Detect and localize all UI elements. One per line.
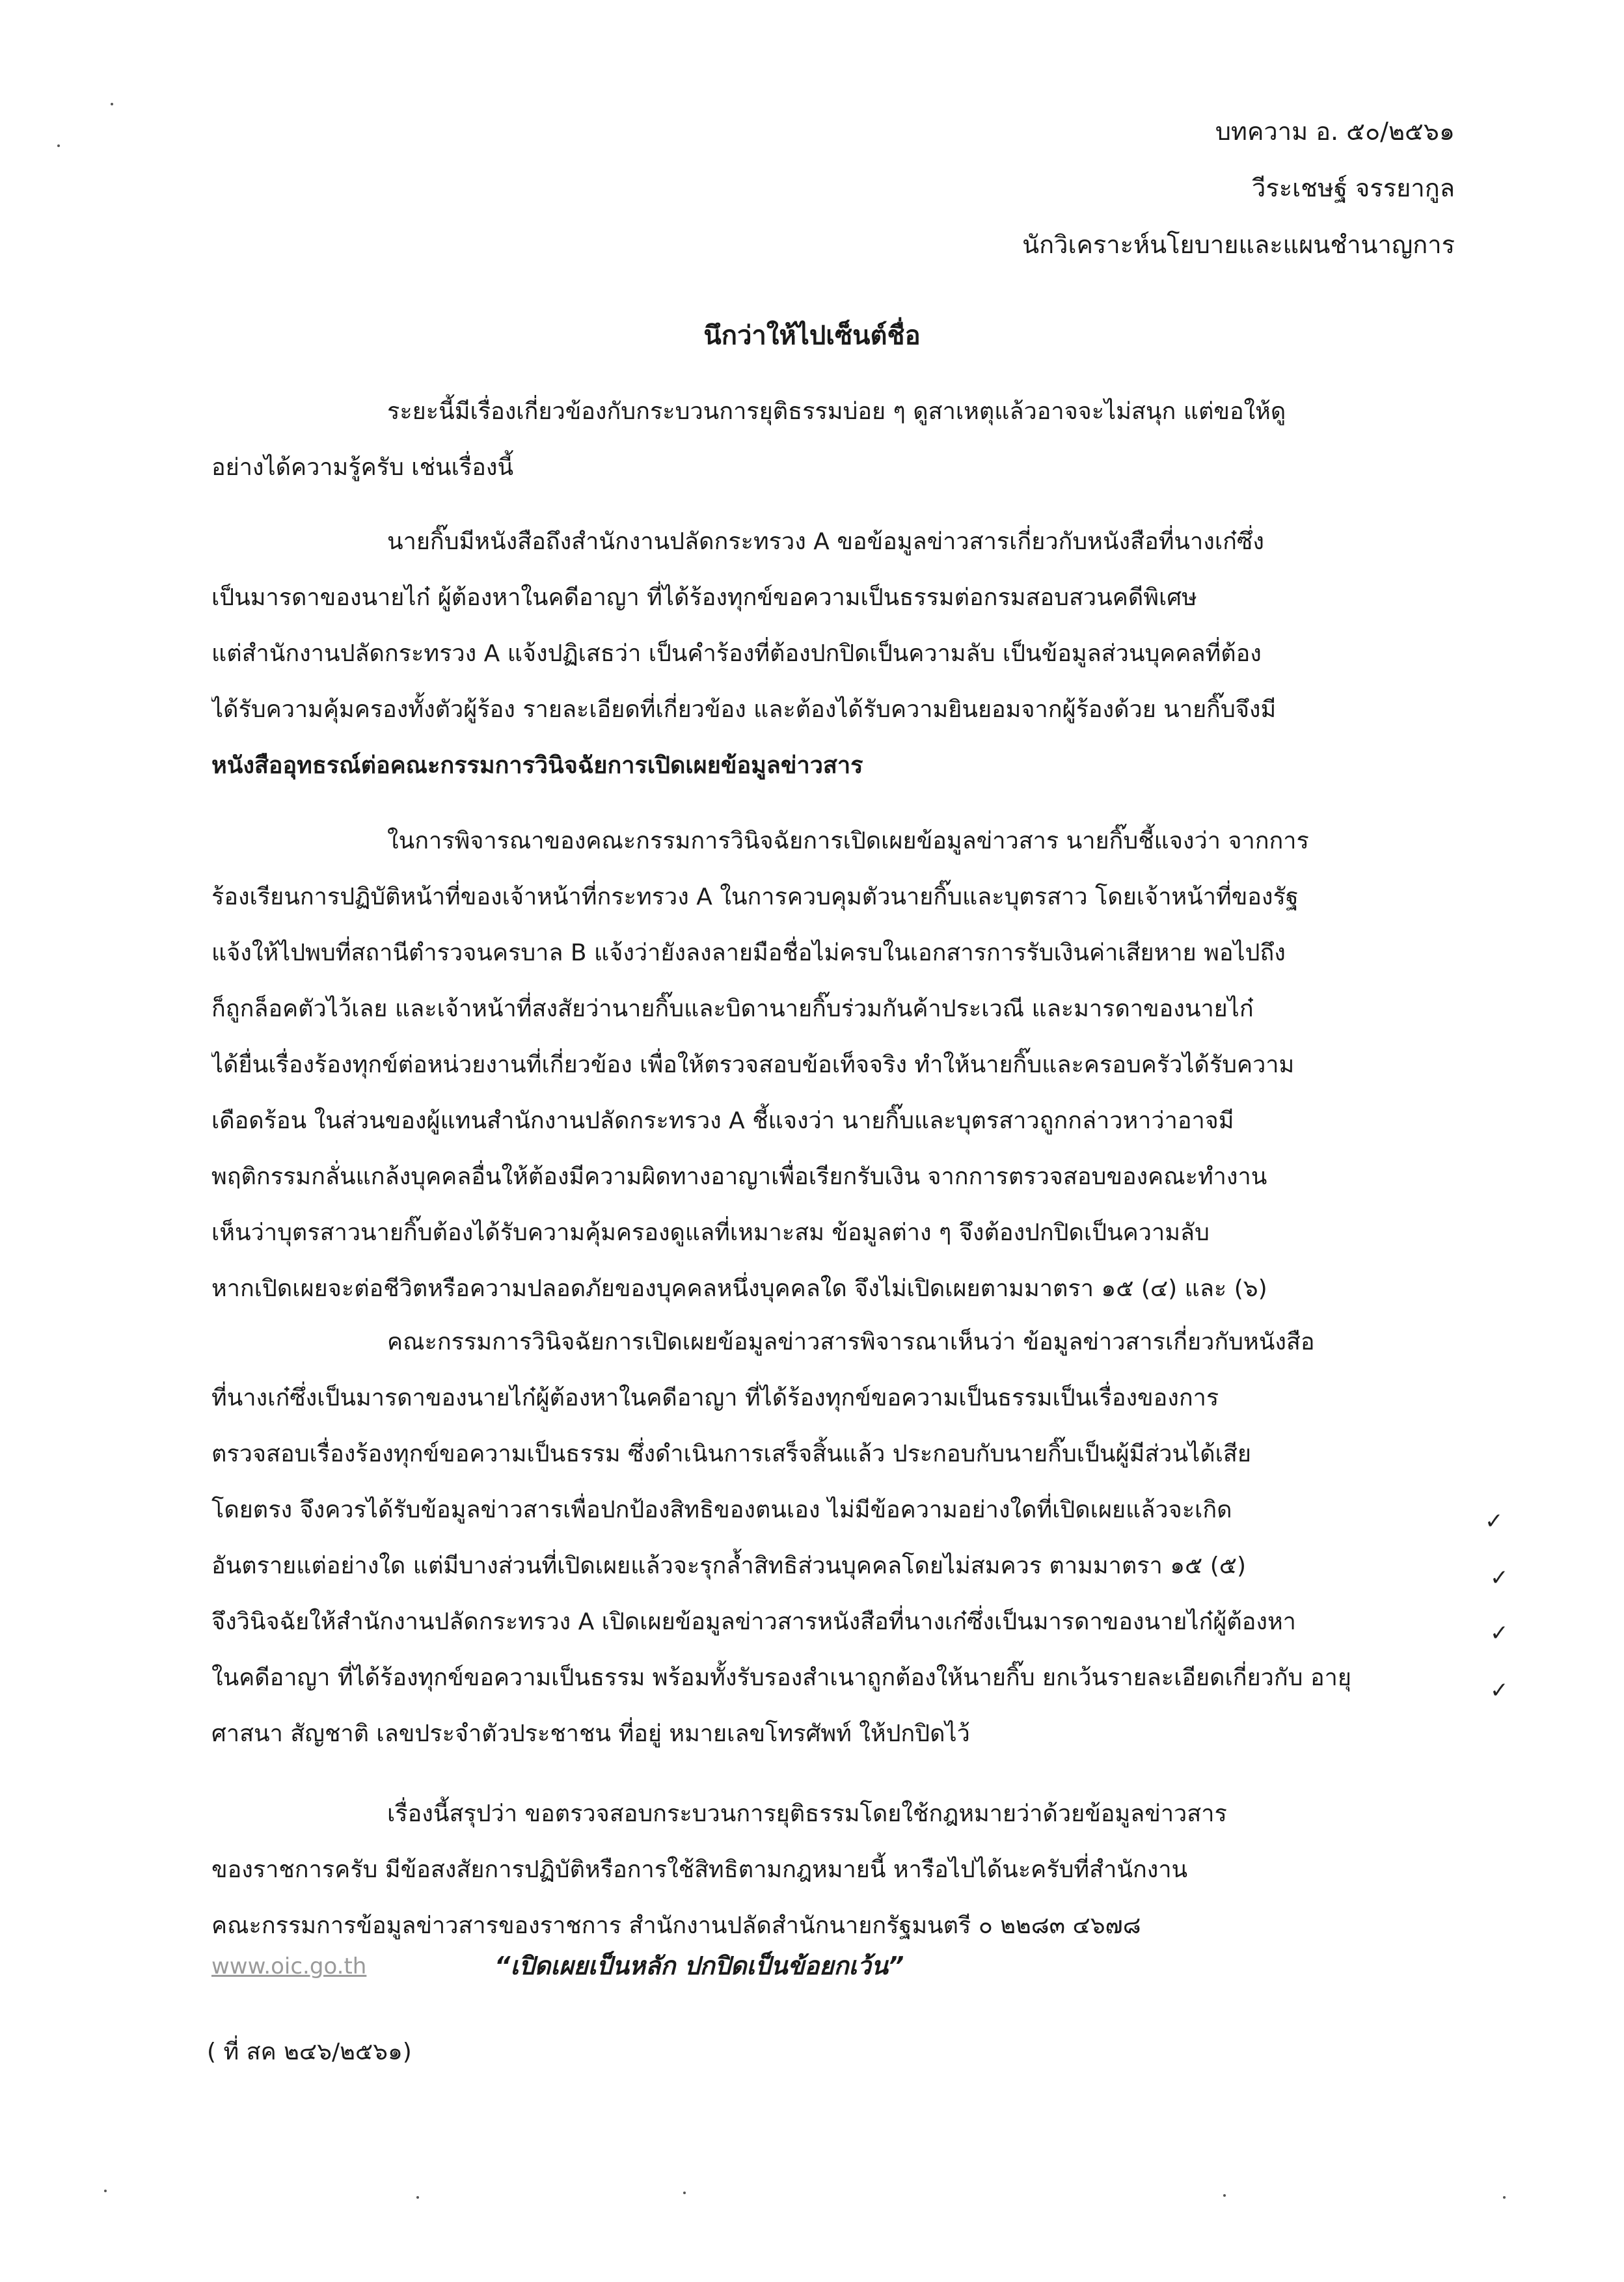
paragraph-line: เรื่องนี้สรุปว่า ขอตรวจสอบกระบวนการยุติธรรมโดยใช้กฎหมายว่าด้วยข้อมูลข่าวสาร bbox=[387, 1800, 1227, 1827]
paragraph-line: ของราชการครับ มีข้อสงสัยการปฏิบัติหรือการใช้สิทธิตามกฎหมายนี้ หารือไปได้นะครับที่สำนักงาน bbox=[211, 1856, 1188, 1883]
scan-speck bbox=[1503, 2196, 1506, 2199]
check-mark-icon: ✓ bbox=[1485, 1508, 1504, 1534]
paragraph-line: ที่นางเก๋ซึ่งเป็นมารดาของนายไก๋ผู้ต้องหาในคดีอาญา ที่ได้ร้องทุกข์ขอความเป็นธรรมเป็นเรื่องของการ bbox=[211, 1385, 1219, 1411]
paragraph-line: ระยะนี้มีเรื่องเกี่ยวข้องกับกระบวนการยุติธรรมบ่อย ๆ ดูสาเหตุแล้วอาจจะไม่สนุก แต่ขอให้ดู bbox=[387, 398, 1286, 425]
paragraph-line: เป็นมารดาของนายไก๋ ผู้ต้องหาในคดีอาญา ที่ได้ร้องทุกข์ขอความเป็นธรรมต่อกรมสอบสวนคดีพิเศษ bbox=[211, 584, 1197, 611]
paragraph-line: คณะกรรมการข้อมูลข่าวสารของราชการ สำนักงานปลัดสำนักนายกรัฐมนตรี ๐ ๒๒๘๓ ๔๖๗๘ bbox=[211, 1912, 1141, 1939]
reference-number: ( ที่ สค ๒๔๖/๒๕๖๑) bbox=[207, 2039, 412, 2065]
website-link[interactable]: www.oic.go.th bbox=[211, 1953, 367, 1979]
paragraph-consideration bbox=[211, 813, 1454, 1317]
paragraph-line: แจ้งให้ไปพบที่สถานีตำรวจนครบาล B แจ้งว่ายังลงลายมือชื่อไม่ครบในเอกสารการรับเงินค่าเสียหาย พอไปถึง bbox=[211, 940, 1286, 966]
paragraph-line: ร้องเรียนการปฏิบัติหน้าที่ของเจ้าหน้าที่กระทรวง A ในการควบคุมตัวนายกิ๊บและบุตรสาว โดยเจ้าหน้าที่ของรัฐ bbox=[211, 884, 1299, 910]
paragraph-request bbox=[211, 514, 1454, 794]
scan-speck bbox=[416, 2196, 419, 2199]
paragraph-line: ในคดีอาญา ที่ได้ร้องทุกข์ขอความเป็นธรรม พร้อมทั้งรับรองสำเนาถูกต้องให้นายกิ๊บ ยกเว้นรายละเอียดเกี่ยวกับ อายุ bbox=[211, 1664, 1351, 1691]
author-name: วีระเชษฐ์ จรรยากูล bbox=[1251, 174, 1455, 202]
scan-speck bbox=[57, 144, 60, 147]
paragraph-line: ได้รับความคุ้มครองทั้งตัวผู้ร้อง รายละเอียดที่เกี่ยวข้อง และต้องได้รับความยินยอมจากผู้ร้องด้วย นายกิ๊บจึงมี bbox=[211, 696, 1277, 723]
paragraph-line: ก็ถูกล็อคตัวไว้เลย และเจ้าหน้าที่สงสัยว่านายกิ๊บและบิดานายกิ๊บร่วมกันค้าประเวณี และมารดาของนายไก๋ bbox=[211, 996, 1254, 1022]
paragraph-line: ได้ยื่นเรื่องร้องทุกข์ต่อหน่วยงานที่เกี่ยวข้อง เพื่อให้ตรวจสอบข้อเท็จจริง ทำให้นายกิ๊บและครอบครัวได้รับความ bbox=[211, 1052, 1295, 1078]
paragraph-line: เห็นว่าบุตรสาวนายกิ๊บต้องได้รับความคุ้มครองดูแลที่เหมาะสม ข้อมูลต่าง ๆ จึงต้องปกปิดเป็นความลับ bbox=[211, 1219, 1210, 1246]
paragraph-line: จึงวินิจฉัยให้สำนักงานปลัดกระทรวง A เปิดเผยข้อมูลข่าวสารหนังสือที่นางเก๋ซึ่งเป็นมารดาของนายไก๋ผู้ต้องหา bbox=[211, 1609, 1296, 1635]
paragraph-line: หนังสืออุทธรณ์ต่อคณะกรรมการวินิจฉัยการเปิดเผยข้อมูลข่าวสาร bbox=[211, 752, 863, 779]
check-mark-icon: ✓ bbox=[1490, 1678, 1509, 1704]
check-mark-icon: ✓ bbox=[1490, 1620, 1509, 1646]
scan-speck bbox=[111, 103, 113, 105]
paragraph-line: ศาสนา สัญชาติ เลขประจำตัวประชาชน ที่อยู่ หมายเลขโทรศัพท์ ให้ปกปิดไว้ bbox=[211, 1720, 970, 1747]
scan-speck bbox=[1223, 2194, 1226, 2197]
paragraph-line: ตรวจสอบเรื่องร้องทุกข์ขอความเป็นธรรม ซึ่งดำเนินการเสร็จสิ้นแล้ว ประกอบกับนายกิ๊บเป็นผู้มีส่วนได้เสีย bbox=[211, 1441, 1251, 1467]
paragraph-line: ในการพิจารณาของคณะกรรมการวินิจฉัยการเปิดเผยข้อมูลข่าวสาร นายกิ๊บชี้แจงว่า จากการ bbox=[387, 828, 1309, 854]
scan-speck bbox=[104, 2190, 107, 2192]
author-position: นักวิเคราะห์นโยบายและแผนชำนาญการ bbox=[1022, 230, 1455, 259]
paragraph-line: แต่สำนักงานปลัดกระทรวง A แจ้งปฏิเสธว่า เป็นคำร้องที่ต้องปกปิดเป็นความลับ เป็นข้อมูลส่วนบุคคลที่ต้อง bbox=[211, 640, 1262, 667]
paragraph-line: นายกิ๊บมีหนังสือถึงสำนักงานปลัดกระทรวง A ขอข้อมูลข่าวสารเกี่ยวกับหนังสือที่นางเก๋ซึ่ง bbox=[387, 528, 1264, 555]
paragraph-intro bbox=[211, 384, 1454, 496]
paragraph-line: โดยตรง จึงควรได้รับข้อมูลข่าวสารเพื่อปกป้องสิทธิของตนเอง ไม่มีข้อความอย่างใดที่เปิดเผยแล้วจะเกิด bbox=[211, 1497, 1232, 1523]
paragraph-line: หากเปิดเผยจะต่อชีวิตหรือความปลอดภัยของบุคคลหนึ่งบุคคลใด จึงไม่เปิดเผยตามมาตรา ๑๕ (๔) และ (๖) bbox=[211, 1275, 1267, 1302]
check-mark-icon: ✓ bbox=[1490, 1565, 1509, 1591]
paragraph-line: เดือดร้อน ในส่วนของผู้แทนสำนักงานปลัดกระทรวง A ชี้แจงว่า นายกิ๊บและบุตรสาวถูกกล่าวหาว่าอาจมี bbox=[211, 1107, 1234, 1134]
paragraph-line: พฤติกรรมกลั่นแกล้งบุคคลอื่นให้ต้องมีความผิดทางอาญาเพื่อเรียกรับเงิน จากการตรวจสอบของคณะทำงาน bbox=[211, 1163, 1267, 1190]
paragraph-summary bbox=[211, 1786, 1454, 1954]
scan-speck bbox=[683, 2192, 686, 2194]
article-title: นึกว่าให้ไปเซ็นต์ชื่อ bbox=[703, 321, 921, 351]
paragraph-line: อันตรายแต่อย่างใด แต่มีบางส่วนที่เปิดเผยแล้วจะรุกล้ำสิทธิส่วนบุคคลโดยไม่สมควร ตามมาตรา ๑๕ (๕) bbox=[211, 1553, 1247, 1579]
article-number: บทความ อ. ๕๐/๒๕๖๑ bbox=[1215, 117, 1455, 146]
paragraph-decision bbox=[211, 1314, 1454, 1762]
paragraph-line: อย่างได้ความรู้ครับ เช่นเรื่องนี้ bbox=[211, 454, 514, 481]
paragraph-line: คณะกรรมการวินิจฉัยการเปิดเผยข้อมูลข่าวสารพิจารณาเห็นว่า ข้อมูลข่าวสารเกี่ยวกับหนังสือ bbox=[387, 1329, 1315, 1355]
motto: “เปิดเผยเป็นหลัก ปกปิดเป็นข้อยกเว้น” bbox=[494, 1951, 904, 1980]
